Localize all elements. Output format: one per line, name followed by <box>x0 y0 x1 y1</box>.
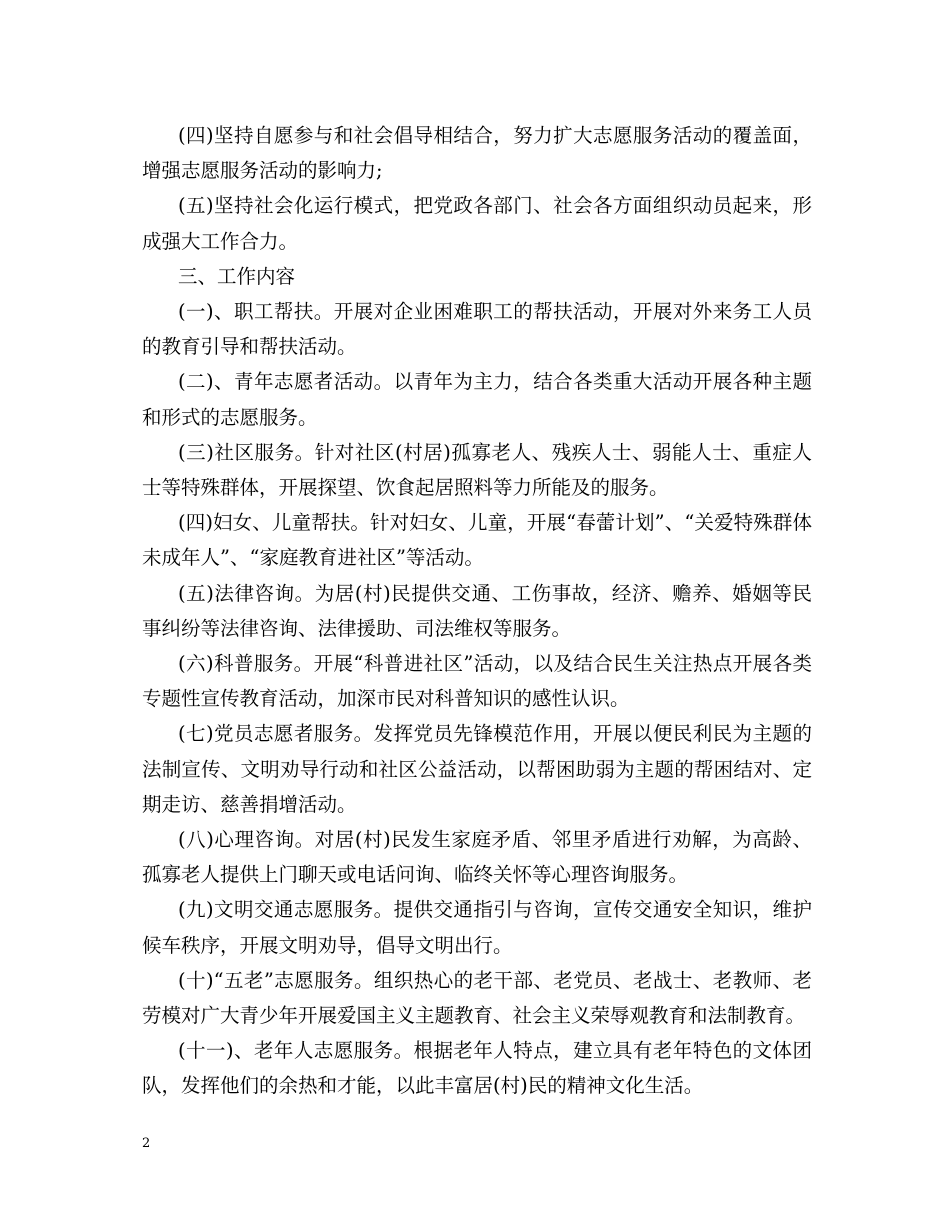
paragraph-item-1: (一)、职工帮扶。开展对企业困难职工的帮扶活动，开展对外来务工人员的教育引导和帮扶活动。 <box>142 300 812 359</box>
paragraph-item-10: (十)“五老”志愿服务。组织热心的老干部、老党员、老战士、老教师、老劳模对广大青少年开展爱国主义主题教育、社会主义荣辱观教育和法制教育。 <box>142 968 812 1028</box>
paragraph-principle-5: (五)坚持社会化运行模式，把党政各部门、社会各方面组织动员起来，形成强大工作合力。 <box>142 194 812 253</box>
paragraph-item-8: (八)心理咨询。对居(村)民发生家庭矛盾、邻里矛盾进行劝解，为高龄、孤寡老人提供上门聊天或电话问询、临终关怀等心理咨询服务。 <box>142 828 812 887</box>
section-heading-work-content: 三、工作内容 <box>178 264 296 288</box>
page-body <box>142 118 812 1104</box>
paragraph-item-3: (三)社区服务。针对社区(村居)孤寡老人、残疾人士、弱能人士、重症人士等特殊群体，开展探望、饮食起居照料等力所能及的服务。 <box>142 440 812 500</box>
paragraph-item-2: (二)、青年志愿者活动。以青年为主力，结合各类重大活动开展各种主题和形式的志愿服务。 <box>142 370 812 429</box>
page-number: 2 <box>142 1136 151 1151</box>
paragraph-item-7: (七)党员志愿者服务。发挥党员先锋模范作用，开展以便民利民为主题的法制宣传、文明劝导行动和社区公益活动，以帮困助弱为主题的帮困结对、定期走访、慈善捐增活动。 <box>142 722 812 816</box>
paragraph-item-9: (九)文明交通志愿服务。提供交通指引与咨询，宣传交通安全知识，维护候车秩序，开展文明劝导，倡导文明出行。 <box>142 898 812 957</box>
paragraph-principle-4: (四)坚持自愿参与和社会倡导相结合，努力扩大志愿服务活动的覆盖面，增强志愿服务活动的影响力; <box>142 124 812 183</box>
paragraph-item-6: (六)科普服务。开展“科普进社区”活动，以及结合民生关注热点开展各类专题性宣传教育活动，加深市民对科普知识的感性认识。 <box>142 652 812 711</box>
paragraph-item-11: (十一)、老年人志愿服务。根据老年人特点，建立具有老年特色的文体团队，发挥他们的余热和才能，以此丰富居(村)民的精神文化生活。 <box>142 1039 812 1098</box>
paragraph-item-5: (五)法律咨询。为居(村)民提供交通、工伤事故，经济、赡养、婚姻等民事纠纷等法律咨询、法律援助、司法维权等服务。 <box>142 581 812 640</box>
paragraph-item-4: (四)妇女、儿童帮扶。针对妇女、儿童，开展“春蕾计划”、“关爱特殊群体未成年人”、“家庭教育进社区”等活动。 <box>142 511 812 570</box>
